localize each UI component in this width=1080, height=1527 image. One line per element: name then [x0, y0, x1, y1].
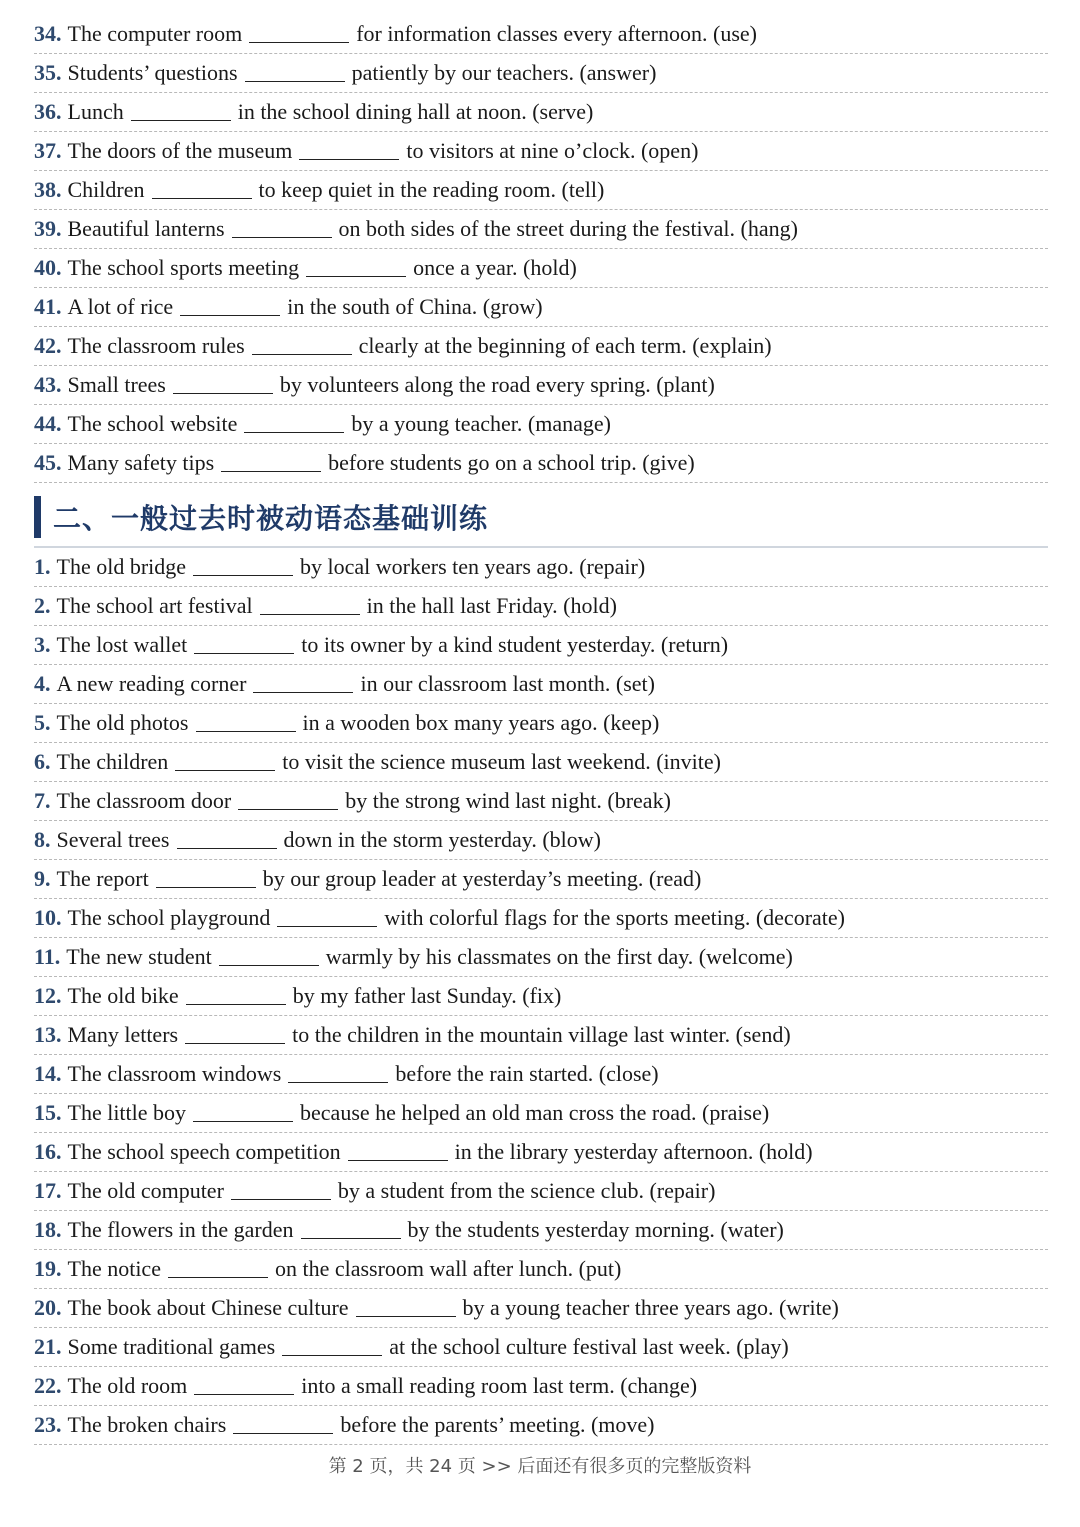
exercise-item	[34, 860, 1048, 899]
item-text-before: The school sports meeting	[67, 255, 300, 280]
item-text-after: for information classes every afternoon. (use)	[356, 21, 757, 46]
answer-blank[interactable]	[193, 557, 293, 576]
item-number: 41.	[34, 294, 62, 319]
exercise-item	[34, 405, 1048, 444]
item-text-after: warmly by his classmates on the first day. (welcome)	[325, 944, 793, 969]
answer-blank[interactable]	[282, 1337, 382, 1356]
item-text-after: by a young teacher. (manage)	[351, 411, 611, 436]
item-number: 2.	[34, 593, 51, 618]
item-text-after: by a student from the science club. (repair)	[337, 1178, 716, 1203]
exercise-item	[34, 15, 1048, 54]
exercise-item	[34, 327, 1048, 366]
exercise-item	[34, 626, 1048, 665]
exercise-item	[34, 665, 1048, 704]
item-text-before: The report	[56, 866, 149, 891]
answer-blank[interactable]	[186, 986, 286, 1005]
item-text-before: Small trees	[67, 372, 166, 397]
item-text-after: at the school culture festival last week. (play)	[389, 1334, 789, 1359]
item-text-after: in the library yesterday afternoon. (hold)	[454, 1139, 813, 1164]
worksheet	[34, 15, 1048, 1445]
item-text-before: The book about Chinese culture	[67, 1295, 349, 1320]
item-text-before: The old computer	[67, 1178, 224, 1203]
answer-blank[interactable]	[260, 596, 360, 615]
item-text-before: The classroom door	[56, 788, 232, 813]
item-number: 7.	[34, 788, 51, 813]
exercise-item	[34, 1094, 1048, 1133]
item-text-after: before students go on a school trip. (give)	[328, 450, 695, 475]
item-text-before: The school speech competition	[67, 1139, 341, 1164]
item-text-after: in the hall last Friday. (hold)	[366, 593, 617, 618]
item-number: 43.	[34, 372, 62, 397]
answer-blank[interactable]	[131, 102, 231, 121]
item-number: 9.	[34, 866, 51, 891]
item-text-after: before the rain started. (close)	[395, 1061, 659, 1086]
item-number: 23.	[34, 1412, 62, 1437]
item-text-after: by a young teacher three years ago. (write)	[462, 1295, 839, 1320]
item-text-after: with colorful flags for the sports meeting. (decorate)	[384, 905, 845, 930]
exercise-item	[34, 444, 1048, 483]
item-text-after: in the school dining hall at noon. (serve)	[237, 99, 594, 124]
exercise-item	[34, 782, 1048, 821]
item-text-before: The lost wallet	[56, 632, 188, 657]
answer-blank[interactable]	[175, 752, 275, 771]
exercise-list-part2	[34, 548, 1048, 1445]
item-text-after: by volunteers along the road every spring. (plant)	[279, 372, 715, 397]
exercise-item	[34, 548, 1048, 587]
answer-blank[interactable]	[277, 908, 377, 927]
answer-blank[interactable]	[156, 869, 256, 888]
item-number: 37.	[34, 138, 62, 163]
exercise-item	[34, 1406, 1048, 1445]
item-number: 21.	[34, 1334, 62, 1359]
exercise-item	[34, 1211, 1048, 1250]
answer-blank[interactable]	[193, 1103, 293, 1122]
exercise-item	[34, 1250, 1048, 1289]
answer-blank[interactable]	[194, 635, 294, 654]
exercise-item	[34, 1133, 1048, 1172]
answer-blank[interactable]	[238, 791, 338, 810]
exercise-item	[34, 132, 1048, 171]
item-number: 13.	[34, 1022, 62, 1047]
answer-blank[interactable]	[185, 1025, 285, 1044]
item-text-before: A lot of rice	[67, 294, 174, 319]
item-text-before: Several trees	[56, 827, 170, 852]
item-text-after: to keep quiet in the reading room. (tell)	[258, 177, 605, 202]
item-number: 34.	[34, 21, 62, 46]
answer-blank[interactable]	[356, 1298, 456, 1317]
exercise-item	[34, 249, 1048, 288]
answer-blank[interactable]	[301, 1220, 401, 1239]
item-text-before: Lunch	[67, 99, 124, 124]
item-text-before: The new student	[66, 944, 212, 969]
item-text-before: Students’ questions	[67, 60, 238, 85]
item-number: 5.	[34, 710, 51, 735]
item-number: 8.	[34, 827, 51, 852]
item-text-before: The doors of the museum	[67, 138, 293, 163]
item-number: 6.	[34, 749, 51, 774]
item-number: 20.	[34, 1295, 62, 1320]
exercise-list-part1	[34, 15, 1048, 483]
exercise-item	[34, 54, 1048, 93]
exercise-item	[34, 743, 1048, 782]
item-number: 35.	[34, 60, 62, 85]
item-text-after: to its owner by a kind student yesterday. (return)	[301, 632, 729, 657]
item-text-after: by the strong wind last night. (break)	[345, 788, 671, 813]
item-text-before: The school website	[67, 411, 238, 436]
answer-blank[interactable]	[219, 947, 319, 966]
item-text-after: in our classroom last month. (set)	[360, 671, 655, 696]
page-footer: 第 2 页，共 24 页 >> 后面还有很多页的完整版资料	[328, 1456, 752, 1477]
exercise-item	[34, 1172, 1048, 1211]
item-text-after: on the classroom wall after lunch. (put)	[274, 1256, 622, 1281]
answer-blank[interactable]	[231, 1181, 331, 1200]
item-text-before: Many safety tips	[67, 450, 215, 475]
answer-blank[interactable]	[249, 24, 349, 43]
item-text-after: in a wooden box many years ago. (keep)	[302, 710, 660, 735]
item-text-after: by my father last Sunday. (fix)	[292, 983, 562, 1008]
item-number: 11.	[34, 944, 61, 969]
item-text-before: A new reading corner	[56, 671, 247, 696]
item-number: 36.	[34, 99, 62, 124]
item-number: 45.	[34, 450, 62, 475]
item-text-after: by our group leader at yesterday’s meeting. (read)	[262, 866, 702, 891]
section-title: 二、一般过去时被动语态基础训练	[53, 502, 489, 535]
item-number: 39.	[34, 216, 62, 241]
item-text-before: The notice	[67, 1256, 161, 1281]
item-text-after: on both sides of the street during the festival. (hang)	[338, 216, 798, 241]
item-text-after: in the south of China. (grow)	[287, 294, 543, 319]
item-number: 18.	[34, 1217, 62, 1242]
item-number: 40.	[34, 255, 62, 280]
item-text-after: once a year. (hold)	[413, 255, 577, 280]
item-number: 19.	[34, 1256, 62, 1281]
answer-blank[interactable]	[194, 1376, 294, 1395]
item-text-after: by the students yesterday morning. (water)	[407, 1217, 784, 1242]
item-number: 4.	[34, 671, 51, 696]
answer-blank[interactable]	[221, 453, 321, 472]
answer-blank[interactable]	[299, 141, 399, 160]
item-text-before: The old room	[67, 1373, 188, 1398]
item-number: 22.	[34, 1373, 62, 1398]
item-text-before: The classroom rules	[67, 333, 245, 358]
section-heading	[34, 488, 1048, 548]
item-text-before: The school playground	[67, 905, 271, 930]
item-number: 14.	[34, 1061, 62, 1086]
item-number: 16.	[34, 1139, 62, 1164]
item-number: 44.	[34, 411, 62, 436]
item-number: 17.	[34, 1178, 62, 1203]
item-text-after: down in the storm yesterday. (blow)	[283, 827, 602, 852]
item-number: 12.	[34, 983, 62, 1008]
answer-blank[interactable]	[252, 336, 352, 355]
answer-blank[interactable]	[173, 375, 273, 394]
exercise-item	[34, 366, 1048, 405]
item-text-before: The classroom windows	[67, 1061, 282, 1086]
exercise-item	[34, 1016, 1048, 1055]
item-number: 42.	[34, 333, 62, 358]
item-text-after: patiently by our teachers. (answer)	[351, 60, 657, 85]
answer-blank[interactable]	[244, 414, 344, 433]
answer-blank[interactable]	[348, 1142, 448, 1161]
item-text-before: The old bike	[67, 983, 179, 1008]
exercise-item	[34, 938, 1048, 977]
item-number: 1.	[34, 554, 51, 579]
answer-blank[interactable]	[196, 713, 296, 732]
item-text-before: The school art festival	[56, 593, 253, 618]
exercise-item	[34, 1367, 1048, 1406]
answer-blank[interactable]	[306, 258, 406, 277]
item-text-after: because he helped an old man cross the road. (praise)	[300, 1100, 770, 1125]
item-text-before: The computer room	[67, 21, 243, 46]
item-text-before: Some traditional games	[67, 1334, 276, 1359]
item-text-before: The children	[56, 749, 169, 774]
exercise-item	[34, 587, 1048, 626]
exercise-item	[34, 210, 1048, 249]
exercise-item	[34, 704, 1048, 743]
item-text-after: to the children in the mountain village last winter. (send)	[292, 1022, 791, 1047]
item-text-after: clearly at the beginning of each term. (explain)	[358, 333, 772, 358]
answer-blank[interactable]	[177, 830, 277, 849]
exercise-item	[34, 171, 1048, 210]
item-text-after: by local workers ten years ago. (repair)	[300, 554, 646, 579]
answer-blank[interactable]	[180, 297, 280, 316]
item-number: 10.	[34, 905, 62, 930]
answer-blank[interactable]	[168, 1259, 268, 1278]
item-text-before: The old bridge	[56, 554, 187, 579]
item-text-after: before the parents’ meeting. (move)	[340, 1412, 655, 1437]
item-text-before: Beautiful lanterns	[67, 216, 225, 241]
item-text-after: to visitors at nine o’clock. (open)	[406, 138, 699, 163]
answer-blank[interactable]	[232, 219, 332, 238]
item-text-before: Children	[67, 177, 145, 202]
exercise-item	[34, 93, 1048, 132]
exercise-item	[34, 1289, 1048, 1328]
exercise-item	[34, 821, 1048, 860]
answer-blank[interactable]	[245, 63, 345, 82]
section-accent-bar	[34, 496, 41, 538]
exercise-item	[34, 1328, 1048, 1367]
answer-blank[interactable]	[233, 1415, 333, 1434]
exercise-item	[34, 977, 1048, 1016]
answer-blank[interactable]	[253, 674, 353, 693]
exercise-item	[34, 1055, 1048, 1094]
exercise-item	[34, 899, 1048, 938]
item-text-before: Many letters	[67, 1022, 179, 1047]
item-text-before: The little boy	[67, 1100, 187, 1125]
answer-blank[interactable]	[288, 1064, 388, 1083]
item-number: 38.	[34, 177, 62, 202]
item-text-before: The broken chairs	[67, 1412, 227, 1437]
item-text-before: The flowers in the garden	[67, 1217, 294, 1242]
exercise-item	[34, 288, 1048, 327]
item-text-before: The old photos	[56, 710, 189, 735]
item-text-after: to visit the science museum last weekend. (invite)	[282, 749, 721, 774]
item-number: 3.	[34, 632, 51, 657]
item-text-after: into a small reading room last term. (change)	[301, 1373, 698, 1398]
item-number: 15.	[34, 1100, 62, 1125]
answer-blank[interactable]	[152, 180, 252, 199]
